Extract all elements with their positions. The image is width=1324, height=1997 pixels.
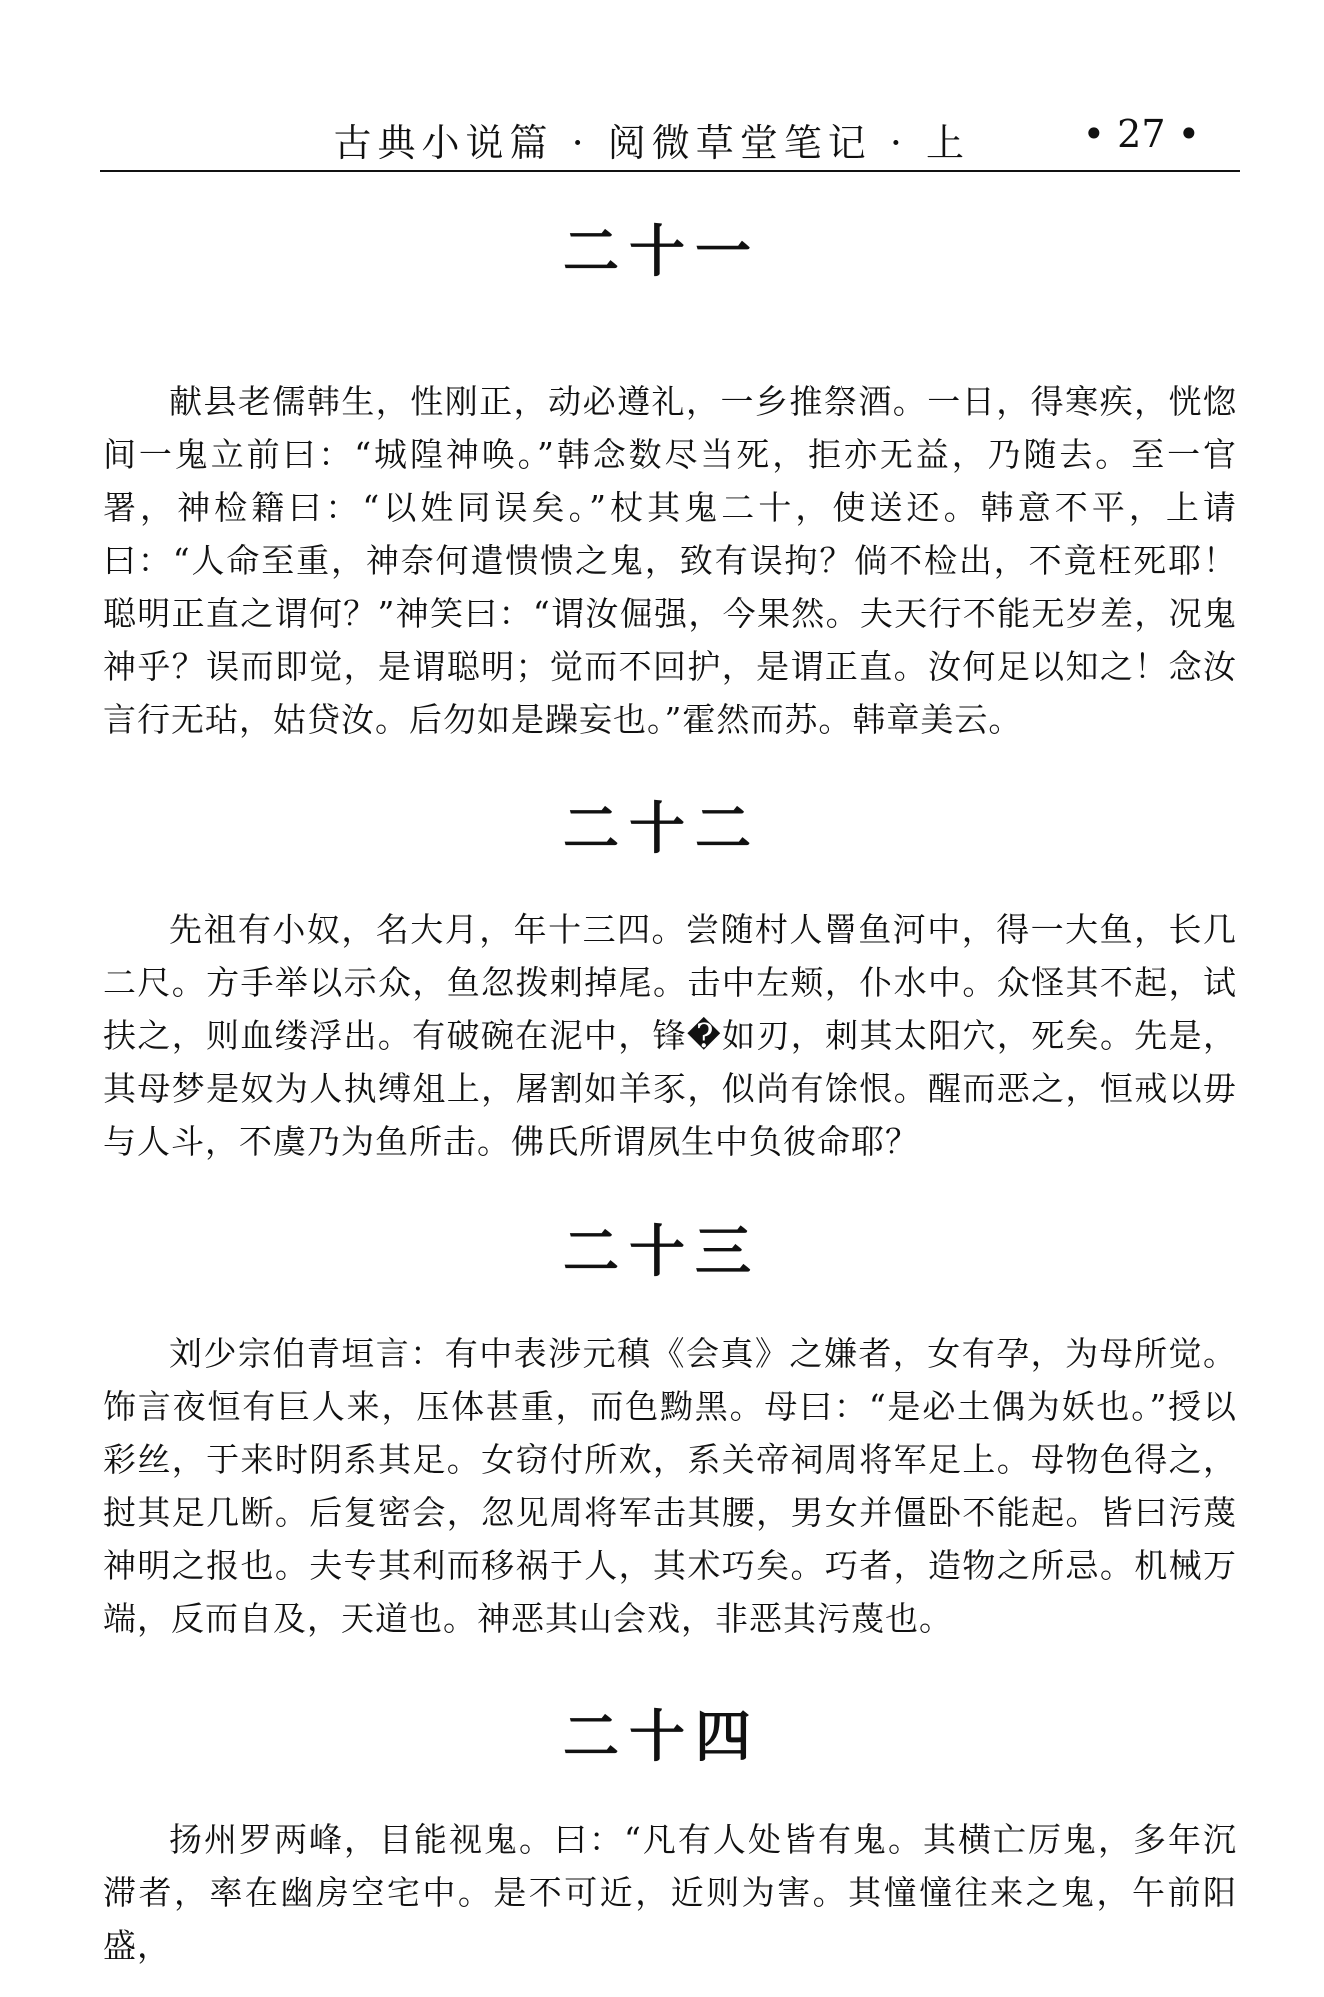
section-heading: 二十二: [563, 797, 761, 862]
section-heading: 二十三: [563, 1220, 761, 1285]
section-heading: 二十一: [563, 220, 761, 285]
section-text: 献县老儒韩生，性刚正，动必遵礼，一乡推祭酒。一日，得寒疾，恍惚间一鬼立前曰：“城隍神唤。”韩念数尽当死，拒亦无益，乃随去。至一官署，神检籍曰：“以姓同误矣。”杖其鬼二十，使送还。韩意不平，上请曰：“人命至重，神奈何遣愦愦之鬼，致有误拘？倘不检出，不竟枉死耶！聪明正直之谓何？”神笑曰：“谓汝倔强，今果然。夫天行不能无岁差，况鬼神乎？误而即觉，是谓聪明；觉而不回护，是谓正直。汝何足以知之！念汝言行无玷，姑贷汝。后勿如是躁妄也。”霍然而苏。韩章美云。: [103, 382, 1237, 739]
section-text: 先祖有小奴，名大月，年十三四。尝随村人罾鱼河中，得一大鱼，长几二尺。方手举以示众，鱼忽拨剌掉尾。击中左颊，仆水中。众怪其不起，试扶之，则血缕浮出。有破碗在泥中，锋�如刃，刺其太阳穴，死矣。先是，其母梦是奴为人执缚俎上，屠割如羊豕，似尚有馀恨。醒而恶之，恒戒以毋与人斗，不虞乃为鱼所击。佛氏所谓夙生中负彼命耶？: [103, 910, 1237, 1161]
page-number: • 27 •: [1082, 112, 1200, 156]
section-heading: 二十四: [563, 1705, 761, 1770]
section-text: 扬州罗两峰，目能视鬼。曰：“凡有人处皆有鬼。其横亡厉鬼，多年沉滞者，率在幽房空宅中。是不可近，近则为害。其憧憧往来之鬼，午前阳盛，: [103, 1820, 1237, 1965]
running-title: 古典小说篇 · 阅微草堂笔记 · 上: [333, 121, 970, 165]
section-text: 刘少宗伯青垣言：有中表涉元稹《会真》之嫌者，女有孕，为母所觉。饰言夜恒有巨人来，压体甚重，而色黝黑。母曰：“是必土偶为妖也。”授以彩丝，于来时阴系其足。女窃付所欢，系关帝祠周将军足上。母物色得之，挝其足几断。后复密会，忽见周将军击其腰，男女并僵卧不能起。皆曰污蔑神明之报也。夫专其利而移祸于人，其术巧矣。巧者，造物之所忌。机械万端，反而自及，天道也。神恶其山会戏，非恶其污蔑也。: [103, 1334, 1237, 1638]
page-header: [100, 100, 1240, 172]
